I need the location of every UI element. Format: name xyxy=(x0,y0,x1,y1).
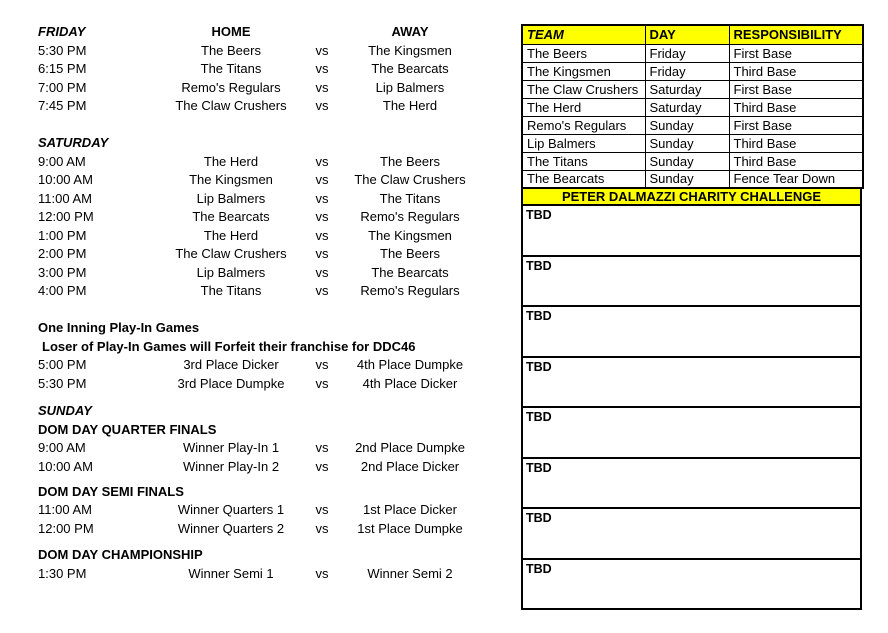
vs-label: vs xyxy=(315,153,329,169)
home-team: The Claw Crushers xyxy=(175,98,287,113)
responsibility-duty: Fence Tear Down xyxy=(729,170,863,188)
game-row xyxy=(38,264,490,283)
game-row xyxy=(38,153,490,172)
game-time: 4:00 PM xyxy=(38,283,87,298)
vs-label: vs xyxy=(315,42,329,58)
home-team: The Claw Crushers xyxy=(175,246,287,261)
section-heading-row xyxy=(38,134,490,153)
game-time: 11:00 AM xyxy=(38,502,92,517)
game-row xyxy=(38,356,490,375)
responsibility-column-header: RESPONSIBILITY xyxy=(729,25,863,44)
charity-slots xyxy=(521,204,862,610)
game-row xyxy=(38,171,490,190)
home-team: Winner Semi 1 xyxy=(188,565,274,581)
game-time: 5:00 PM xyxy=(38,357,87,372)
responsibility-day: Sunday xyxy=(645,170,729,188)
section-heading-row xyxy=(38,338,490,357)
responsibility-row xyxy=(522,98,863,116)
game-row xyxy=(38,97,490,116)
responsibility-row xyxy=(522,152,863,170)
vs-label: vs xyxy=(315,375,329,391)
section-heading-row xyxy=(38,421,490,440)
home-team: Lip Balmers xyxy=(196,190,266,206)
home-team: Winner Quarters 2 xyxy=(177,520,285,536)
game-time: 6:15 PM xyxy=(38,61,87,76)
vs-label: vs xyxy=(315,520,329,536)
section-heading-row xyxy=(38,402,490,421)
vs-label: vs xyxy=(315,190,329,206)
charity-banner: PETER DALMAZZI CHARITY CHALLENGE xyxy=(521,187,862,206)
game-time: 9:00 AM xyxy=(38,440,86,455)
game-row xyxy=(38,565,490,584)
game-time: 1:00 PM xyxy=(38,227,87,243)
responsibility-team: The Claw Crushers xyxy=(522,80,645,98)
home-team: The Kingsmen xyxy=(189,172,273,187)
responsibility-duty: First Base xyxy=(729,44,863,62)
home-team: The Bearcats xyxy=(192,209,270,224)
section-heading: DOM DAY SEMI FINALS xyxy=(38,483,184,499)
responsibility-day: Saturday xyxy=(645,98,729,116)
home-team: Winner Play-In 1 xyxy=(182,440,280,455)
away-team: Remo's Regulars xyxy=(360,209,460,224)
section-heading-row xyxy=(38,483,490,502)
responsibility-day: Friday xyxy=(645,44,729,62)
charity-slot: TBD xyxy=(521,356,862,409)
game-time: 3:00 PM xyxy=(38,264,87,280)
responsibility-column-header: TEAM xyxy=(522,25,645,44)
responsibility-day: Friday xyxy=(645,62,729,80)
vs-label: vs xyxy=(315,61,329,76)
schedule-section xyxy=(38,546,490,583)
vs-label: vs xyxy=(315,502,329,517)
section-heading: SATURDAY xyxy=(38,135,109,150)
game-row xyxy=(38,375,490,394)
game-time: 11:00 AM xyxy=(38,190,92,206)
responsibility-row xyxy=(522,134,863,152)
game-row xyxy=(38,208,490,227)
responsibility-column-header: DAY xyxy=(645,25,729,44)
home-team: Remo's Regulars xyxy=(181,79,281,95)
responsibility-day: Saturday xyxy=(645,80,729,98)
section-heading-row xyxy=(38,319,490,338)
schedule-section xyxy=(38,483,490,539)
away-team: 4th Place Dumpke xyxy=(356,357,464,372)
responsibility-duty: First Base xyxy=(729,80,863,98)
home-team: The Herd xyxy=(203,227,259,243)
section-heading: DOM DAY QUARTER FINALS xyxy=(38,421,217,437)
responsibility-row xyxy=(522,62,863,80)
away-team: The Bearcats xyxy=(371,264,449,280)
responsibility-team: The Kingsmen xyxy=(522,62,645,80)
away-team: The Kingsmen xyxy=(368,227,452,243)
away-team: Lip Balmers xyxy=(375,79,445,95)
charity-slot: TBD xyxy=(521,305,862,358)
game-row xyxy=(38,60,490,79)
home-team: The Herd xyxy=(203,153,259,169)
home-team: The Titans xyxy=(200,283,262,298)
home-team: The Beers xyxy=(201,42,261,58)
away-team: 2nd Place Dicker xyxy=(360,458,460,474)
game-row xyxy=(38,42,490,61)
responsibility-duty: First Base xyxy=(729,116,863,134)
vs-label: vs xyxy=(315,440,329,455)
section-heading: FRIDAY xyxy=(38,24,86,39)
vs-label: vs xyxy=(315,172,329,187)
away-team: The Titans xyxy=(379,190,441,206)
game-row xyxy=(38,282,490,301)
home-team: 3rd Place Dumpke xyxy=(177,375,285,391)
game-time: 1:30 PM xyxy=(38,565,87,581)
game-row xyxy=(38,190,490,209)
game-row xyxy=(38,458,490,477)
vs-label: vs xyxy=(315,79,329,95)
charity-slot: TBD xyxy=(521,558,862,611)
responsibility-row xyxy=(522,44,863,62)
away-team: The Beers xyxy=(380,153,440,169)
responsibility-table-body xyxy=(522,44,863,188)
game-row xyxy=(38,245,490,264)
charity-slot: TBD xyxy=(521,255,862,308)
responsibility-table xyxy=(521,24,864,189)
game-time: 9:00 AM xyxy=(38,153,86,169)
section-heading: One Inning Play-In Games xyxy=(38,320,200,335)
vs-label: vs xyxy=(315,357,329,372)
responsibility-day: Sunday xyxy=(645,134,729,152)
game-time: 10:00 AM xyxy=(38,172,93,187)
responsibility-team: The Herd xyxy=(522,98,645,116)
home-team: The Titans xyxy=(200,61,262,76)
game-row xyxy=(38,227,490,246)
away-team: The Kingsmen xyxy=(368,42,452,58)
responsibility-duty: Third Base xyxy=(729,134,863,152)
vs-label: vs xyxy=(315,283,329,298)
home-team: 3rd Place Dicker xyxy=(183,357,279,372)
responsibility-team: The Beers xyxy=(522,44,645,62)
game-time: 7:45 PM xyxy=(38,98,87,113)
vs-label: vs xyxy=(315,458,329,474)
game-row xyxy=(38,501,490,520)
column-header-home: HOME xyxy=(211,24,251,39)
home-team: Lip Balmers xyxy=(196,264,266,280)
away-team: 1st Place Dicker xyxy=(363,502,457,517)
section-heading: Loser of Play-In Games will Forfeit their franchise for DDC46 xyxy=(42,338,416,354)
game-time: 12:00 PM xyxy=(38,520,94,536)
charity-slot: TBD xyxy=(521,204,862,257)
vs-label: vs xyxy=(315,565,329,581)
game-time: 7:00 PM xyxy=(38,79,87,95)
schedule-section xyxy=(38,319,490,393)
charity-slot: TBD xyxy=(521,507,862,560)
away-team: 1st Place Dumpke xyxy=(357,520,463,536)
schedule-section xyxy=(38,402,490,476)
right-column xyxy=(521,24,862,610)
responsibility-duty: Third Base xyxy=(729,62,863,80)
section-heading-row xyxy=(38,23,490,42)
responsibility-duty: Third Base xyxy=(729,98,863,116)
vs-label: vs xyxy=(315,264,329,280)
away-team: Winner Semi 2 xyxy=(367,565,453,581)
game-time: 5:30 PM xyxy=(38,42,87,58)
responsibility-row xyxy=(522,170,863,188)
game-time: 12:00 PM xyxy=(38,209,94,224)
away-team: The Herd xyxy=(382,98,438,113)
column-header-away: AWAY xyxy=(391,24,429,39)
charity-slot: TBD xyxy=(521,406,862,459)
section-heading-row xyxy=(38,546,490,565)
vs-label: vs xyxy=(315,227,329,243)
away-team: 2nd Place Dumpke xyxy=(355,440,465,455)
section-heading: DOM DAY CHAMPIONSHIP xyxy=(38,547,203,562)
responsibility-team: Lip Balmers xyxy=(522,134,645,152)
game-row xyxy=(38,520,490,539)
section-heading: SUNDAY xyxy=(38,403,92,418)
schedule-section xyxy=(38,23,490,116)
game-time: 10:00 AM xyxy=(38,458,93,474)
away-team: The Claw Crushers xyxy=(354,172,466,187)
game-time: 5:30 PM xyxy=(38,375,87,391)
away-team: The Bearcats xyxy=(371,61,449,76)
vs-label: vs xyxy=(315,209,329,224)
responsibility-header-row xyxy=(522,25,863,44)
vs-label: vs xyxy=(315,98,329,113)
responsibility-day: Sunday xyxy=(645,152,729,170)
game-time: 2:00 PM xyxy=(38,246,87,261)
away-team: 4th Place Dicker xyxy=(362,375,458,391)
schedule-section xyxy=(38,134,490,301)
vs-label: vs xyxy=(315,246,329,261)
game-row xyxy=(38,79,490,98)
responsibility-day: Sunday xyxy=(645,116,729,134)
away-team: Remo's Regulars xyxy=(360,283,460,298)
home-team: Winner Play-In 2 xyxy=(182,458,280,474)
responsibility-duty: Third Base xyxy=(729,152,863,170)
responsibility-row xyxy=(522,116,863,134)
responsibility-team: The Bearcats xyxy=(522,170,645,188)
away-team: The Beers xyxy=(380,246,440,261)
home-team: Winner Quarters 1 xyxy=(177,502,285,517)
charity-slot: TBD xyxy=(521,457,862,510)
game-schedule xyxy=(38,23,490,583)
game-row xyxy=(38,439,490,458)
responsibility-team: Remo's Regulars xyxy=(522,116,645,134)
responsibility-row xyxy=(522,80,863,98)
responsibility-team: The Titans xyxy=(522,152,645,170)
